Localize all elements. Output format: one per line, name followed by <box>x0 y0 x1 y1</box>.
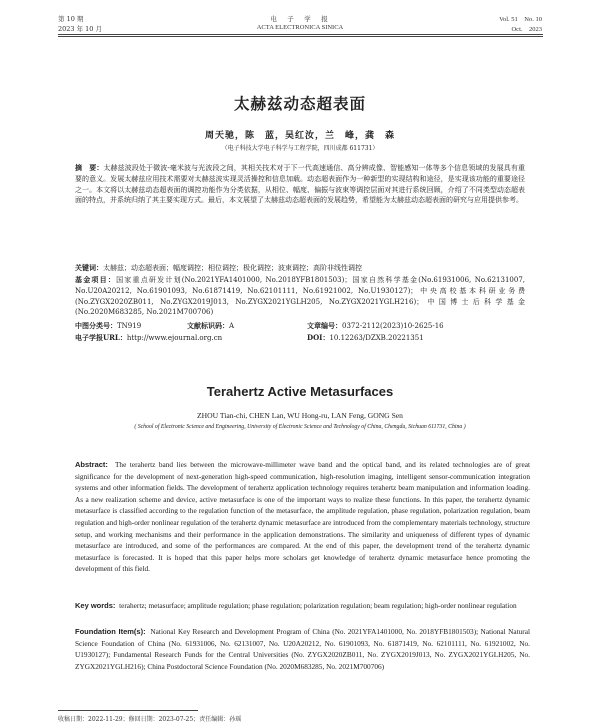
en-title: Terahertz Active Metasurfaces <box>206 384 394 399</box>
en-affiliation: ( School of Electronic Science and Engineering, University of Electronic Science and Technology of China, Chengdu, Sichuan 611731, China ) <box>134 424 466 430</box>
footer-rule <box>58 710 198 711</box>
cn-affiliation: （电子科技大学电子科学与工程学院，四川成都 611731） <box>221 145 379 152</box>
doi-value[interactable]: 10.12263/DZXB.20221351 <box>329 334 424 342</box>
doccode-label: 文献标识码： <box>187 321 229 330</box>
en-abstract-label: Abstract: <box>75 460 108 469</box>
header-journal-en: ACTA ELECTRONICA SINICA <box>256 24 344 31</box>
en-fund-label: Foundation Item(s): <box>75 627 146 636</box>
header-rule-2 <box>58 36 543 37</box>
en-keywords-text: terahertz; metasurface; amplitude regulation; phase regulation; polarization regulation; beam regulation; high-order nonlinear regulation <box>119 601 517 610</box>
en-fund <box>75 626 530 672</box>
en-keywords-label: Key words: <box>75 601 116 610</box>
header-date: 2023 年 10 月 <box>58 25 103 33</box>
en-authors: ZHOU Tian-chi, CHEN Lan, WU Hong-ru, LAN Feng, GONG Sen <box>197 411 403 420</box>
en-abstract <box>75 459 530 575</box>
doccode-value: A <box>229 322 235 330</box>
cn-abstract <box>75 163 525 206</box>
url-label: 电子学报URL： <box>75 333 127 342</box>
header-date-en: Oct. 2023 <box>511 26 542 33</box>
cn-fund-text: 国家重点研发计划(No.2021YFA1401000, No.2018YFB1801503)；国家自然科学基金(No.61931006, No.62131007, No.U20A20212, No.61901093, No.61871419, No.62101111, No.61921002, No.U1930127)；中央高校基本科研业务费(No.ZYGX2020ZB011, No.ZYGX2019J013, No.ZYGX2021YGLH205, No.ZYGX2021YGLH216)；中国博士后科学基金(No.2020M683285, No.2021M700706) <box>75 276 526 317</box>
en-fund-text: National Key Research and Development Program of China (No. 2021YFA1401000, No. 2018YFB1801503); National Natural Science Foundation of China (No. 61931006, No. 62131007, No. U20A20212, No. 61901093, No. 61871419, No. 62101111, No. 61921002, No. U1930127); Fundamental Research Funds for the Central Universities (No. ZYGX2020ZB011, No. ZYGX2019J013, No. ZYGX2021YGLH205, No. ZYGX2021YGLH216); China Postdoctoral Science Foundation (No. 2020M683285, No. 2021M700706) <box>75 627 530 671</box>
cn-fund <box>75 275 525 318</box>
doi-label: DOI： <box>307 333 330 342</box>
en-abstract-text: The terahertz band lies between the microwave-millimeter wave band and the optical band, and its related technologies are of great significance for the development of next-generation high-speed communication, high-resolution imaging, intelligent sensor-communication integration systems and other information fields. The development of terahertz application technology requires terahertz beam manipulation and information loading. As a new realization scheme and device, active metasurface is one of the important ways to realize these functions. In this paper, the terahertz dynamic metasurface is classified according to the regulation function of the metasurface, the amplitude regulation, phase regulation, polarization regulation, beam regulation and high-order nonlinear regulation of the terahertz dynamic metasurface are introduced from the complementary materials technology, structure setup, and working mechanisms and their performance in the application demonstrations. The similarity and uniqueness of different types of dynamic metasurface are introduced, and some of the performances are compared. At the end of this paper, the development trend of the terahertz dynamic metasurface is forecasted. It is hoped that this paper helps more scholars get knowledge of terahertz dynamic metasurface hence promoting the development of this field. <box>75 460 530 574</box>
header-volume: Vol. 51 No. 10 <box>499 16 542 23</box>
article-no-value: 0372-2112(2023)10-2625-16 <box>342 322 444 330</box>
article-no-label: 文章编号： <box>307 321 342 330</box>
footer-dates: 收稿日期：2022-11-29；修回日期：2023-07-25；责任编辑：孙瑶 <box>58 716 242 723</box>
header-rule <box>58 34 543 35</box>
header-journal-cn: 电 子 学 报 <box>270 15 330 23</box>
en-keywords <box>75 600 530 612</box>
cn-keywords-label: 关键词： <box>75 263 103 272</box>
cn-keywords <box>75 263 525 274</box>
cn-keywords-text: 太赫兹；动态超表面；幅度调控；相位调控；极化调控；波束调控；高阶非线性调控 <box>103 264 362 272</box>
cn-classification-row <box>75 321 525 332</box>
cn-title: 太赫兹动态超表面 <box>233 94 366 113</box>
cn-url-row <box>75 333 525 344</box>
clc-value: TN919 <box>117 322 142 330</box>
cn-fund-label: 基金项目： <box>75 275 117 284</box>
url-value[interactable]: http://www.ejournal.org.cn <box>126 334 223 342</box>
cn-abstract-text: 太赫兹波段处于微波-毫米波与光波段之间，其相关技术对于下一代高速通信、高分辨成像、智能感知一体等多个信息领域的发展具有重要的意义。发展太赫兹应用技术需要对太赫兹波实现灵活操控和信息加载。动态超表面作为一种新型的实现结构和途径，是实现该功能的重要途径之一。本文将以太赫兹动态超表面的调控功能作为分类依据，从相位、幅度、偏振与波束等调控层面对其进行系统回顾，介绍了不同类型动态超表面的特点，并系统归纳了其主要实现方式。最后，本文展望了太赫兹动态超表面的发展趋势，希望能为太赫兹动态超表面的研究与应用提供参考。 <box>75 164 525 205</box>
clc-label: 中图分类号： <box>75 321 117 330</box>
cn-authors: 周天驰，陈 蓝，吴红汝，兰 峰，龚 森 <box>204 131 395 141</box>
cn-abstract-label: 摘 要： <box>75 163 104 172</box>
header-issue: 第 10 期 <box>58 15 84 23</box>
